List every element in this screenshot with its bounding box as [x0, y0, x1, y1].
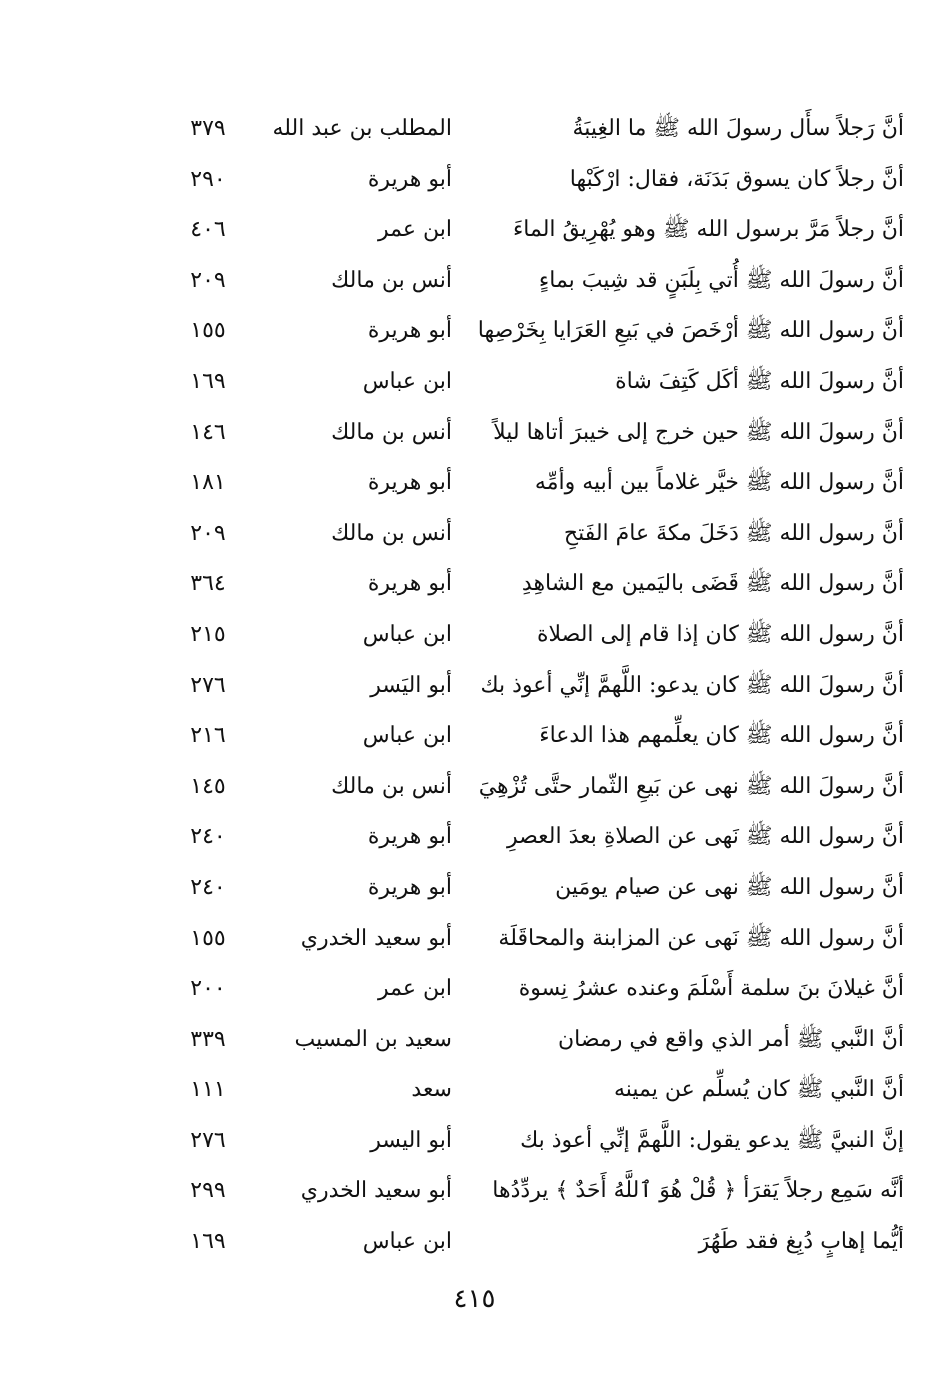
- page-reference: ٤٠٦: [190, 217, 226, 243]
- hadith-text: أنَّ رسولَ الله ﷺ حين خرج إلى خيبرَ أتاها ليلاً: [493, 419, 904, 445]
- page-reference: ١١١: [190, 1077, 226, 1103]
- narrator-name: أبو هريرة: [367, 166, 452, 192]
- index-row: [0, 205, 949, 256]
- hadith-text: أنَّ رجلاً كان يسوق بَدَنَة، فقال: ارْكَبْها: [569, 166, 904, 192]
- hadith-text: أنَّ رسول الله ﷺ دَخَلَ مكةَ عامَ الفَتحِ: [563, 520, 904, 546]
- index-row: [0, 256, 949, 307]
- narrator-name: سعد: [411, 1077, 452, 1103]
- narrator-name: أبو هريرة: [367, 874, 452, 900]
- index-row: [0, 812, 949, 863]
- hadith-text: أنَّ رسولَ الله ﷺ نهى عن بَيعِ الثّمار حتَّى تُزْهِيَ: [478, 773, 904, 799]
- hadith-text: أنَّ رسولَ الله ﷺ أكَل كَتِفَ شاة: [615, 368, 904, 394]
- index-row: [0, 1116, 949, 1167]
- narrator-name: أبو هريرة: [367, 571, 452, 597]
- page-reference: ١٦٩: [190, 1229, 226, 1255]
- narrator-name: ابن عباس: [362, 1229, 452, 1255]
- page-reference: ٢٩٠: [190, 166, 226, 192]
- page-reference: ١٦٩: [190, 368, 226, 394]
- narrator-name: أبو هريرة: [367, 824, 452, 850]
- page-reference: ٢٠٩: [190, 267, 226, 293]
- index-row: [0, 104, 949, 155]
- narrator-name: المطلب بن عبد الله: [272, 116, 452, 141]
- index-row: [0, 408, 949, 459]
- page-reference: ٢٤٠: [190, 874, 226, 900]
- page-reference: ١٥٥: [190, 318, 226, 344]
- hadith-text: أنَّ رسولَ الله ﷺ أُتي بِلَبَنٍ قد شِيبَ بماءٍ: [538, 267, 904, 293]
- narrator-name: أبو اليَسر: [370, 672, 452, 698]
- page-reference: ٢٧٦: [190, 1127, 226, 1153]
- hadith-text: أيُّما إهابٍ دُبِغ فقد طَهُرَ: [698, 1229, 904, 1255]
- index-row: [0, 661, 949, 712]
- hadith-text: أنَّه سَمِع رجلاً يَقرَأ ﴿ قُلْ هُوَ ٱللَّهُ أَحَدٌ ﴾ يردِّدُها: [492, 1178, 904, 1204]
- index-row: [0, 509, 949, 560]
- index-row: [0, 964, 949, 1015]
- hadith-text: أنَّ رسول الله ﷺ كان إذا قام إلى الصلاة: [537, 621, 904, 647]
- narrator-name: ابن عباس: [362, 621, 452, 647]
- hadith-text: أنَّ رجلاً مَرَّ برسول الله ﷺ وهو يُهْرِيقُ الماءَ: [512, 217, 904, 243]
- narrator-name: سعيد بن المسيب: [294, 1026, 452, 1052]
- index-row: [0, 1015, 949, 1066]
- hadith-text: أنَّ النَّبي ﷺ كان يُسلِّم عن يمينه: [613, 1077, 904, 1103]
- index-row: [0, 610, 949, 661]
- index-row: [0, 306, 949, 357]
- narrator-name: ابن عباس: [362, 368, 452, 394]
- index-row: [0, 1217, 949, 1268]
- narrator-name: أبو هريرة: [367, 318, 452, 344]
- index-row: [0, 762, 949, 813]
- narrator-name: أنس بن مالك: [331, 267, 452, 293]
- page-number: ٤١٥: [453, 1284, 496, 1314]
- index-row: [0, 559, 949, 610]
- hadith-text: أنَّ رسولَ الله ﷺ كان يدعو: اللَّهمَّ إنِّي أعوذ بك: [480, 672, 904, 698]
- hadith-text: أنَّ رَجلاً سأَل رسولَ الله ﷺ ما الغِيبَةُ: [572, 116, 904, 141]
- narrator-name: أبو هريرة: [367, 470, 452, 496]
- narrator-name: ابن عباس: [362, 723, 452, 749]
- page-reference: ٢٠٩: [190, 520, 226, 546]
- hadith-text: أنَّ غيلانَ بنَ سلمة أَسْلَمَ وعنده عشرُ نِسوة: [518, 976, 904, 1002]
- page-reference: ٢١٥: [190, 621, 226, 647]
- page-reference: ٢٧٦: [190, 672, 226, 698]
- narrator-name: أنس بن مالك: [331, 520, 452, 546]
- page-reference: ١٥٥: [190, 925, 226, 951]
- page-reference: ٢٤٠: [190, 824, 226, 850]
- narrator-name: أبو اليسر: [370, 1127, 452, 1153]
- page-reference: ٢٠٠: [190, 976, 226, 1002]
- page-reference: ٣٧٩: [190, 116, 226, 141]
- narrator-name: ابن عمر: [378, 976, 452, 1002]
- page-reference: ١٤٥: [190, 773, 226, 799]
- hadith-index-list: [0, 104, 949, 1268]
- hadith-text: أنَّ النَّبي ﷺ أمر الذي واقع في رمضان: [557, 1026, 904, 1052]
- index-row: [0, 1065, 949, 1116]
- page-reference: ٣٦٤: [190, 571, 226, 597]
- index-row: [0, 155, 949, 206]
- narrator-name: أبو سعيد الخدري: [300, 925, 452, 951]
- index-row: [0, 1166, 949, 1217]
- page-reference: ١٤٦: [190, 419, 226, 445]
- hadith-text: أنَّ رسول الله ﷺ خيَّر غلاماً بين أبيه وأمِّه: [534, 470, 904, 496]
- narrator-name: أبو سعيد الخدري: [300, 1178, 452, 1204]
- hadith-text: أنَّ رسول الله ﷺ قَضَى باليَمين مع الشاهِدِ: [521, 571, 904, 597]
- page-reference: ٢٩٩: [190, 1178, 226, 1204]
- hadith-text: أنَّ رسول الله ﷺ كان يعلِّمهم هذا الدعاءَ: [539, 723, 904, 749]
- narrator-name: أنس بن مالك: [331, 773, 452, 799]
- hadith-text: أنَّ رسول الله ﷺ نَهى عن الصلاةِ بعدَ العصرِ: [506, 824, 904, 850]
- narrator-name: ابن عمر: [378, 217, 452, 243]
- narrator-name: أنس بن مالك: [331, 419, 452, 445]
- index-row: [0, 711, 949, 762]
- hadith-text: أنَّ رسول الله ﷺ نهى عن صيام يومَين: [555, 874, 904, 900]
- hadith-text: أنَّ رسول الله ﷺ أرْخَصَ في بَيعِ العَرَايا بِخَرْصِها: [477, 318, 904, 344]
- hadith-text: إنَّ النبيَّ ﷺ يدعو يقول: اللَّهمَّ إنِّي أعوذ بك: [520, 1127, 904, 1153]
- page-reference: ١٨١: [190, 470, 226, 496]
- index-row: [0, 863, 949, 914]
- index-row: [0, 357, 949, 408]
- index-row: [0, 458, 949, 509]
- index-row: [0, 914, 949, 965]
- page-reference: ٢١٦: [190, 723, 226, 749]
- page-reference: ٣٣٩: [190, 1026, 226, 1052]
- hadith-text: أنَّ رسول الله ﷺ نَهى عن المزابنة والمحاقَلَة: [498, 925, 904, 951]
